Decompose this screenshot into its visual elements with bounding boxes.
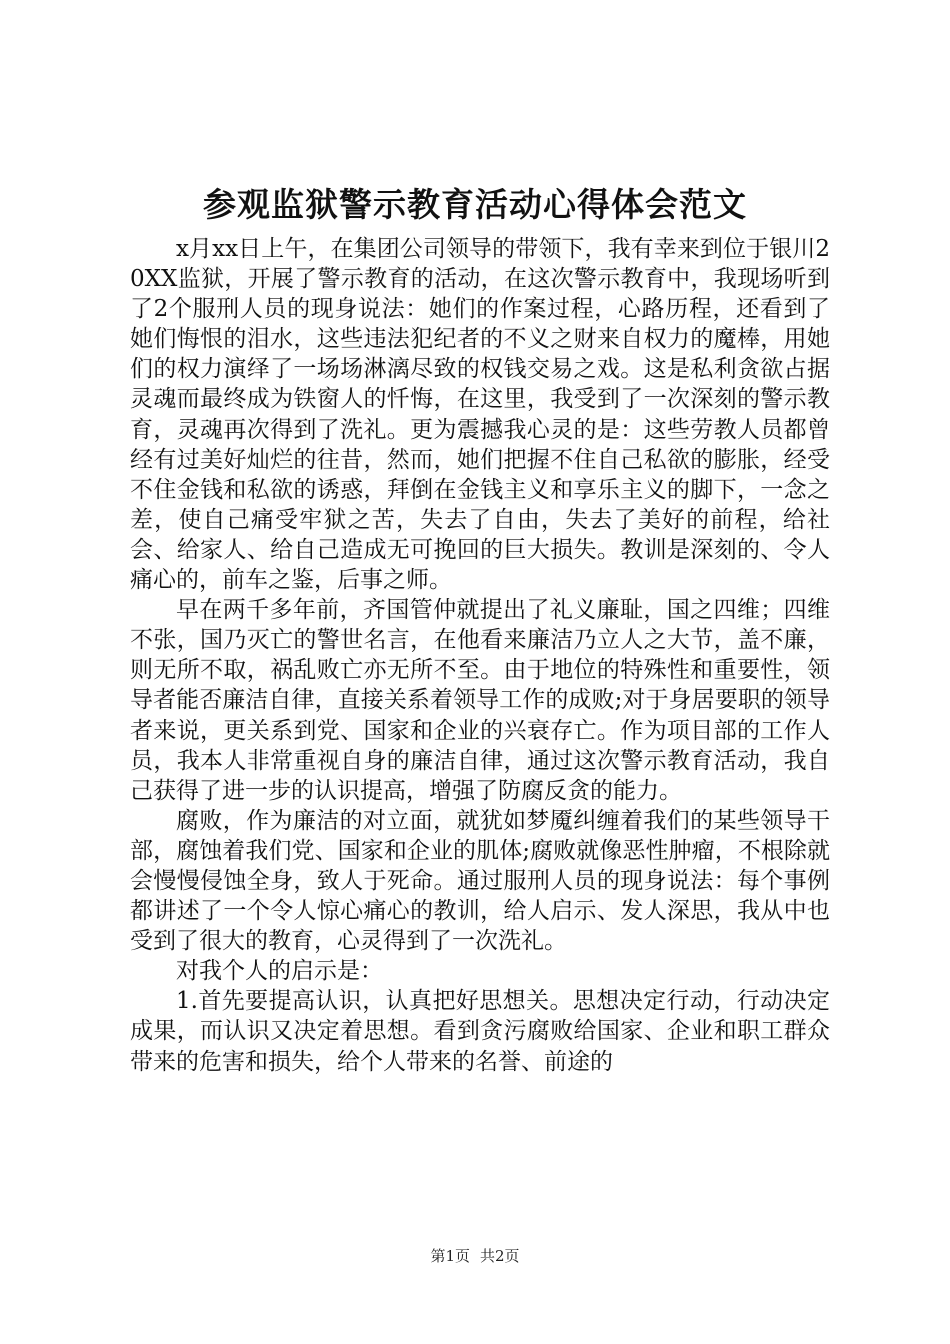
paragraph: 1.首先要提高认识，认真把好思想关。思想决定行动，行动决定成果，而认识又决定着思想。看到贪污腐败给国家、企业和职工群众带来的危害和损失，给个人带来的名誉、前途的 xyxy=(130,988,830,1075)
document-title: 参观监狱警示教育活动心得体会范文 xyxy=(203,185,747,224)
paragraph: 腐败，作为廉洁的对立面，就犹如梦魇纠缠着我们的某些领导干部，腐蚀着我们党、国家和企业的肌体;腐败就像恶性肿瘤，不根除就会慢慢侵蚀全身，致人于死命。通过服刑人员的现身说法：每个事例都讲述了一个令人惊心痛心的教训，给人启示、发人深思，我从中也受到了很大的教育，心灵得到了一次洗礼。 xyxy=(130,807,830,955)
page-number: 第1页 xyxy=(430,1247,470,1265)
page-footer xyxy=(0,1246,950,1266)
paragraph: 早在两千多年前，齐国管仲就提出了礼义廉耻，国之四维；四维不张，国乃灭亡的警世名言，在他看来廉洁乃立人之大节，盖不廉，则无所不取，祸乱败亡亦无所不至。由于地位的特殊性和重要性，领导者能否廉洁自律，直接关系着领导工作的成败;对于身居要职的领导者来说，更关系到党、国家和企业的兴衰存亡。作为项目部的工作人员，我本人非常重视自身的廉洁自律，通过这次警示教育活动，我自己获得了进一步的认识提高，增强了防腐反贪的能力。 xyxy=(130,597,830,804)
page-total: 共2页 xyxy=(480,1247,520,1265)
document-body xyxy=(130,234,830,1077)
paragraph: x月xx日上午，在集团公司领导的带领下，我有幸来到位于银川20XX监狱，开展了警示教育的活动，在这次警示教育中，我现场听到了2个服刑人员的现身说法：她们的作案过程，心路历程，还看到了她们悔恨的泪水，这些违法犯纪者的不义之财来自权力的魔棒，用她们的权力演绎了一场场淋漓尽致的权钱交易之戏。这是私利贪欲占据灵魂而最终成为铁窗人的忏悔，在这里，我受到了一次深刻的警示教育，灵魂再次得到了洗礼。更为震撼我心灵的是：这些劳教人员都曾经有过美好灿烂的往昔，然而，她们把握不住自己私欲的膨胀，经受不住金钱和私欲的诱惑，拜倒在金钱主义和享乐主义的脚下，一念之差，使自己痛受牢狱之苦，失去了自由，失去了美好的前程，给社会、给家人、给自己造成无可挽回的巨大损失。教训是深刻的、令人痛心的，前车之鉴，后事之师。 xyxy=(130,236,830,594)
paragraph: 对我个人的启示是： xyxy=(176,958,383,985)
